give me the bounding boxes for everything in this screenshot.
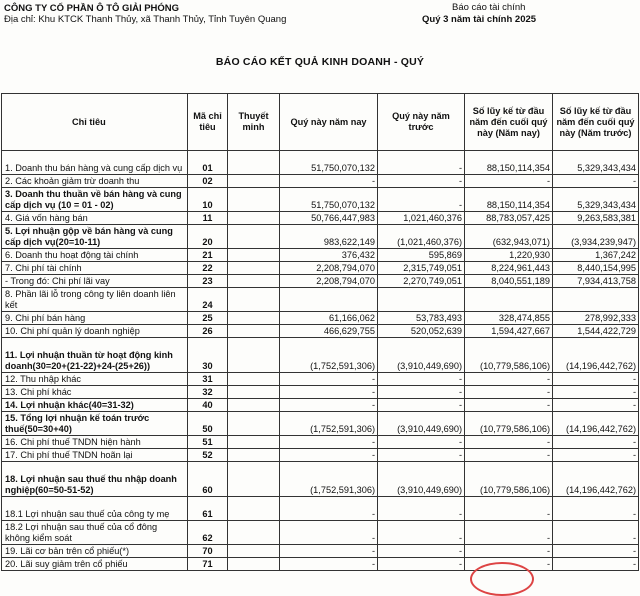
row-ytd-prev: - <box>553 449 639 462</box>
row-prev-quarter: (3,910,449,690) <box>378 338 465 373</box>
row-current-quarter: - <box>280 521 378 545</box>
row-ytd-prev: - <box>553 399 639 412</box>
table-row <box>2 262 639 275</box>
table-row <box>2 449 639 462</box>
row-ytd-prev: - <box>553 175 639 188</box>
row-ytd-current: 88,150,114,354 <box>465 151 553 175</box>
table-row <box>2 312 639 325</box>
row-note <box>228 325 280 338</box>
row-prev-quarter: - <box>378 545 465 558</box>
row-label: 9. Chi phí bán hàng <box>2 312 188 325</box>
row-label: 2. Các khoản giảm trừ doanh thu <box>2 175 188 188</box>
table-row <box>2 462 639 497</box>
row-current-quarter: 51,750,070,132 <box>280 188 378 212</box>
row-current-quarter: 466,629,755 <box>280 325 378 338</box>
row-ytd-current: (10,779,586,106) <box>465 462 553 497</box>
row-current-quarter: (1,752,591,306) <box>280 462 378 497</box>
row-note <box>228 399 280 412</box>
row-ytd-prev: 278,992,333 <box>553 312 639 325</box>
row-ytd-current: - <box>465 497 553 521</box>
row-prev-quarter: (1,021,460,376) <box>378 225 465 249</box>
row-label: 4. Giá vốn hàng bán <box>2 212 188 225</box>
row-ytd-prev: - <box>553 521 639 545</box>
col-header-item: Chỉ tiêu <box>2 94 188 151</box>
row-label: 18. Lợi nhuận sau thuế thu nhập doanh nghiệp(60=50-51-52) <box>2 462 188 497</box>
row-note <box>228 436 280 449</box>
row-note <box>228 275 280 288</box>
row-ytd-current: 1,594,427,667 <box>465 325 553 338</box>
row-note <box>228 558 280 571</box>
row-current-quarter: 376,432 <box>280 249 378 262</box>
row-current-quarter: - <box>280 545 378 558</box>
row-note <box>228 521 280 545</box>
row-note <box>228 373 280 386</box>
row-note <box>228 175 280 188</box>
row-ytd-current: 328,474,855 <box>465 312 553 325</box>
red-stamp <box>470 562 534 596</box>
row-ytd-prev: (3,934,239,947) <box>553 225 639 249</box>
row-ytd-current: (10,779,586,106) <box>465 412 553 436</box>
row-code: 01 <box>188 151 228 175</box>
col-header-ytd-prev: Số lũy kế từ đầu năm đến cuối quý này (Năm trước) <box>553 94 639 151</box>
table-row <box>2 545 639 558</box>
row-code: 71 <box>188 558 228 571</box>
row-label: - Trong đó: Chi phí lãi vay <box>2 275 188 288</box>
row-prev-quarter: 1,021,460,376 <box>378 212 465 225</box>
table-row <box>2 249 639 262</box>
row-code: 32 <box>188 386 228 399</box>
row-label: 14. Lợi nhuận khác(40=31-32) <box>2 399 188 412</box>
row-code: 52 <box>188 449 228 462</box>
table-row <box>2 373 639 386</box>
row-ytd-current: - <box>465 449 553 462</box>
table-row <box>2 386 639 399</box>
row-label: 19. Lãi cơ bản trên cổ phiếu(*) <box>2 545 188 558</box>
row-current-quarter: - <box>280 497 378 521</box>
table-row <box>2 288 639 312</box>
row-label: 18.2 Lợi nhuận sau thuế của cổ đông không kiểm soát <box>2 521 188 545</box>
row-note <box>228 188 280 212</box>
row-prev-quarter: (3,910,449,690) <box>378 462 465 497</box>
row-code: 21 <box>188 249 228 262</box>
row-label: 5. Lợi nhuận gộp về bán hàng và cung cấp dịch vụ(20=10-11) <box>2 225 188 249</box>
row-prev-quarter: - <box>378 188 465 212</box>
row-prev-quarter: - <box>378 436 465 449</box>
row-prev-quarter: - <box>378 497 465 521</box>
col-header-prev-quarter: Quý này năm trước <box>378 94 465 151</box>
row-current-quarter: 51,750,070,132 <box>280 151 378 175</box>
row-code: 22 <box>188 262 228 275</box>
row-prev-quarter: - <box>378 449 465 462</box>
row-code: 10 <box>188 188 228 212</box>
row-ytd-prev: 1,544,422,729 <box>553 325 639 338</box>
row-ytd-prev: - <box>553 373 639 386</box>
table-row <box>2 212 639 225</box>
row-code: 11 <box>188 212 228 225</box>
row-current-quarter: - <box>280 558 378 571</box>
table-row <box>2 275 639 288</box>
row-note <box>228 262 280 275</box>
row-code: 26 <box>188 325 228 338</box>
table-row <box>2 521 639 545</box>
company-name: CÔNG TY CỔ PHẦN Ô TÔ GIẢI PHÓNG <box>4 3 180 14</box>
row-code: 51 <box>188 436 228 449</box>
row-current-quarter: (1,752,591,306) <box>280 412 378 436</box>
row-note <box>228 462 280 497</box>
row-code: 70 <box>188 545 228 558</box>
row-code: 25 <box>188 312 228 325</box>
row-code: 50 <box>188 412 228 436</box>
col-header-note: Thuyết minh <box>228 94 280 151</box>
row-current-quarter: 61,166,062 <box>280 312 378 325</box>
row-prev-quarter: - <box>378 521 465 545</box>
table-row <box>2 188 639 212</box>
row-note <box>228 412 280 436</box>
table-row <box>2 497 639 521</box>
row-prev-quarter: 53,783,493 <box>378 312 465 325</box>
row-note <box>228 249 280 262</box>
row-prev-quarter: - <box>378 558 465 571</box>
row-ytd-current: - <box>465 521 553 545</box>
row-ytd-prev: - <box>553 436 639 449</box>
table-row <box>2 558 639 571</box>
row-ytd-current: 1,220,930 <box>465 249 553 262</box>
row-current-quarter: 2,208,794,070 <box>280 262 378 275</box>
row-code: 24 <box>188 288 228 312</box>
table-row <box>2 225 639 249</box>
row-ytd-prev: 7,934,413,758 <box>553 275 639 288</box>
row-ytd-current: - <box>465 175 553 188</box>
row-note <box>228 225 280 249</box>
row-prev-quarter: 2,315,749,051 <box>378 262 465 275</box>
row-label: 18.1 Lợi nhuận sau thuế của công ty mẹ <box>2 497 188 521</box>
row-ytd-current: 8,224,961,443 <box>465 262 553 275</box>
row-ytd-current: - <box>465 545 553 558</box>
row-ytd-prev: (14,196,442,762) <box>553 338 639 373</box>
row-code: 31 <box>188 373 228 386</box>
row-ytd-current: (10,779,586,106) <box>465 338 553 373</box>
row-label: 17. Chi phí thuế TNDN hoãn lại <box>2 449 188 462</box>
row-ytd-prev: 9,263,583,381 <box>553 212 639 225</box>
row-current-quarter: 983,622,149 <box>280 225 378 249</box>
row-note <box>228 338 280 373</box>
row-note <box>228 288 280 312</box>
row-ytd-prev: 5,329,343,434 <box>553 188 639 212</box>
row-ytd-prev: 8,440,154,995 <box>553 262 639 275</box>
row-prev-quarter: - <box>378 373 465 386</box>
row-code: 20 <box>188 225 228 249</box>
row-code: 02 <box>188 175 228 188</box>
row-current-quarter: - <box>280 436 378 449</box>
row-current-quarter: (1,752,591,306) <box>280 338 378 373</box>
row-label: 15. Tổng lợi nhuận kế toán trước thuế(50=30+40) <box>2 412 188 436</box>
report-type: Báo cáo tài chính <box>452 2 526 13</box>
row-ytd-current: - <box>465 373 553 386</box>
row-prev-quarter: 2,270,749,051 <box>378 275 465 288</box>
row-label: 8. Phần lãi lỗ trong công ty liên doanh liên kết <box>2 288 188 312</box>
report-period: Quý 3 năm tài chính 2025 <box>422 14 537 25</box>
table-row <box>2 325 639 338</box>
row-prev-quarter: - <box>378 175 465 188</box>
row-ytd-prev <box>553 288 639 312</box>
table-row <box>2 399 639 412</box>
row-label: 1. Doanh thu bán hàng và cung cấp dịch vụ <box>2 151 188 175</box>
row-code: 40 <box>188 399 228 412</box>
row-ytd-prev: - <box>553 545 639 558</box>
row-current-quarter: - <box>280 386 378 399</box>
row-code: 30 <box>188 338 228 373</box>
row-prev-quarter: - <box>378 399 465 412</box>
row-note <box>228 449 280 462</box>
row-prev-quarter: - <box>378 151 465 175</box>
row-ytd-current <box>465 288 553 312</box>
row-ytd-current: - <box>465 399 553 412</box>
row-prev-quarter <box>378 288 465 312</box>
table-row <box>2 412 639 436</box>
row-label: 10. Chi phí quản lý doanh nghiệp <box>2 325 188 338</box>
table-row <box>2 338 639 373</box>
table-row <box>2 436 639 449</box>
row-current-quarter: - <box>280 373 378 386</box>
table-row <box>2 151 639 175</box>
row-code: 61 <box>188 497 228 521</box>
row-current-quarter: - <box>280 399 378 412</box>
row-current-quarter <box>280 288 378 312</box>
col-header-ytd-current: Số lũy kế từ đầu năm đến cuối quý này (Năm nay) <box>465 94 553 151</box>
row-current-quarter: 50,766,447,983 <box>280 212 378 225</box>
row-code: 60 <box>188 462 228 497</box>
row-current-quarter: 2,208,794,070 <box>280 275 378 288</box>
table-row <box>2 175 639 188</box>
row-ytd-current: - <box>465 386 553 399</box>
row-ytd-current: 88,783,057,425 <box>465 212 553 225</box>
row-label: 12. Thu nhập khác <box>2 373 188 386</box>
row-ytd-prev: (14,196,442,762) <box>553 412 639 436</box>
row-code: 23 <box>188 275 228 288</box>
company-address: Địa chỉ: Khu KTCK Thanh Thủy, xã Thanh Thủy, Tỉnh Tuyên Quang <box>4 14 287 25</box>
row-label: 6. Doanh thu hoạt động tài chính <box>2 249 188 262</box>
row-prev-quarter: - <box>378 386 465 399</box>
row-ytd-prev: - <box>553 558 639 571</box>
col-header-current-quarter: Quý này năm nay <box>280 94 378 151</box>
row-ytd-current: - <box>465 558 553 571</box>
row-ytd-current: 8,040,551,189 <box>465 275 553 288</box>
row-ytd-prev: (14,196,442,762) <box>553 462 639 497</box>
row-prev-quarter: 520,052,639 <box>378 325 465 338</box>
row-ytd-current: (632,943,071) <box>465 225 553 249</box>
row-label: 7. Chi phí tài chính <box>2 262 188 275</box>
row-prev-quarter: (3,910,449,690) <box>378 412 465 436</box>
row-prev-quarter: 595,869 <box>378 249 465 262</box>
row-note <box>228 497 280 521</box>
report-title: BÁO CÁO KẾT QUẢ KINH DOANH - QUÝ <box>215 56 425 68</box>
row-note <box>228 312 280 325</box>
row-label: 11. Lợi nhuận thuần từ hoạt động kinh doanh(30=20+(21-22)+24-(25+26)) <box>2 338 188 373</box>
income-statement-table <box>1 93 639 571</box>
row-label: 16. Chi phí thuế TNDN hiện hành <box>2 436 188 449</box>
row-note <box>228 545 280 558</box>
row-label: 3. Doanh thu thuần về bán hàng và cung cấp dịch vụ (10 = 01 - 02) <box>2 188 188 212</box>
col-header-code: Mã chỉ tiêu <box>188 94 228 151</box>
table-header-row <box>2 94 639 151</box>
row-ytd-prev: - <box>553 386 639 399</box>
row-note <box>228 212 280 225</box>
row-ytd-current: - <box>465 436 553 449</box>
row-note <box>228 386 280 399</box>
row-current-quarter: - <box>280 175 378 188</box>
row-note <box>228 151 280 175</box>
row-ytd-prev: - <box>553 497 639 521</box>
row-label: 20. Lãi suy giảm trên cổ phiếu <box>2 558 188 571</box>
row-label: 13. Chi phí khác <box>2 386 188 399</box>
row-ytd-prev: 1,367,242 <box>553 249 639 262</box>
row-current-quarter: - <box>280 449 378 462</box>
row-code: 62 <box>188 521 228 545</box>
row-ytd-prev: 5,329,343,434 <box>553 151 639 175</box>
row-ytd-current: 88,150,114,354 <box>465 188 553 212</box>
